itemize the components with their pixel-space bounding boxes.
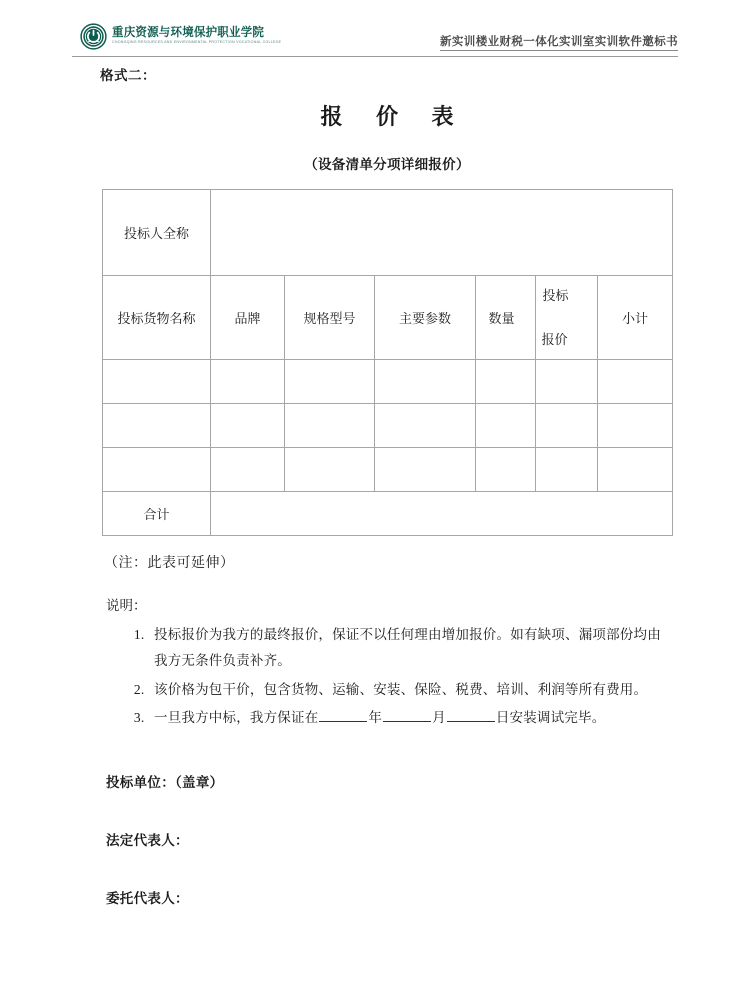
table-row	[103, 448, 673, 492]
header-divider	[72, 56, 678, 57]
table-extension-note: （注：此表可延伸）	[104, 556, 235, 571]
university-emblem-icon	[80, 23, 107, 50]
cell-bid-price[interactable]	[536, 360, 598, 404]
cell-model[interactable]	[285, 360, 375, 404]
cell-quantity[interactable]	[476, 404, 536, 448]
list-item	[148, 705, 674, 731]
cell-params[interactable]	[375, 448, 476, 492]
column-header-bid-price-bottom: 报价	[541, 332, 568, 347]
cell-subtotal[interactable]	[598, 448, 673, 492]
column-header-bid-price	[536, 276, 598, 360]
total-value[interactable]	[211, 492, 673, 536]
institution-name-en: CHONGQING RESOURCES AND ENVIRONMENTAL PROTECTION VOCATIONAL COLLEGE	[112, 40, 282, 45]
note3-year: 年	[368, 709, 383, 725]
total-row	[103, 492, 673, 536]
note3-prefix: 一旦我方中标，我方保证在	[154, 709, 319, 725]
note3-month: 月	[432, 709, 446, 725]
notes-list	[100, 622, 674, 731]
table-row	[103, 404, 673, 448]
cell-subtotal[interactable]	[598, 360, 673, 404]
month-blank[interactable]	[383, 709, 431, 722]
column-header-params: 主要参数	[375, 276, 476, 360]
column-header-bid-price-top: 投标	[542, 288, 569, 303]
cell-model[interactable]	[285, 448, 375, 492]
column-header-brand: 品牌	[211, 276, 285, 360]
column-header-quantity-text: 数量	[488, 311, 515, 326]
cell-goods-name[interactable]	[103, 404, 211, 448]
cell-quantity[interactable]	[476, 448, 536, 492]
list-item: 1. 投标报价为我方的最终报价，保证不以任何理由增加报价。如有缺项、漏项部份均由我方无条件负责补齐。	[148, 622, 674, 675]
bidder-name-row	[103, 190, 673, 276]
cell-bid-price[interactable]	[536, 404, 598, 448]
table-header-row	[103, 276, 673, 360]
total-label: 合计	[103, 492, 211, 536]
bidder-name-value[interactable]	[211, 190, 673, 276]
signature-block	[106, 771, 674, 907]
format-label: 格式二：	[100, 68, 156, 83]
column-header-subtotal: 小计	[598, 276, 673, 360]
authorized-representative-line: 委托代表人：	[106, 891, 189, 907]
cell-params[interactable]	[375, 360, 476, 404]
page-header	[0, 0, 750, 58]
legal-representative-line: 法定代表人：	[106, 833, 189, 849]
column-header-goods-name: 投标货物名称	[103, 276, 211, 360]
cell-brand[interactable]	[211, 360, 285, 404]
cell-brand[interactable]	[211, 448, 285, 492]
day-blank[interactable]	[447, 709, 495, 722]
column-header-model: 规格型号	[285, 276, 375, 360]
bidder-name-label: 投标人全称	[103, 190, 211, 276]
cell-params[interactable]	[375, 404, 476, 448]
page-title: 报 价 表	[320, 104, 468, 129]
quotation-table	[102, 189, 673, 536]
notes-heading: 说明：	[106, 598, 147, 613]
cell-goods-name[interactable]	[103, 360, 211, 404]
cell-model[interactable]	[285, 404, 375, 448]
bidder-unit-line: 投标单位：（盖章）	[106, 775, 224, 791]
note3-day: 日安装调试完毕。	[495, 709, 606, 725]
cell-quantity[interactable]	[476, 360, 536, 404]
cell-brand[interactable]	[211, 404, 285, 448]
document-running-title: 新实训楼业财税一体化实训室实训软件邀标书	[440, 33, 678, 51]
page-subtitle: （设备清单分项详细报价）	[304, 157, 470, 172]
document-body	[100, 64, 674, 945]
list-item: 2. 该价格为包干价，包含货物、运输、安装、保险、税费、培训、利润等所有费用。	[148, 677, 674, 703]
table-row	[103, 360, 673, 404]
cell-goods-name[interactable]	[103, 448, 211, 492]
cell-subtotal[interactable]	[598, 404, 673, 448]
institution-logo	[80, 23, 281, 50]
cell-bid-price[interactable]	[536, 448, 598, 492]
institution-name-cn: 重庆资源与环境保护职业学院	[112, 26, 265, 39]
year-blank[interactable]	[319, 709, 367, 722]
